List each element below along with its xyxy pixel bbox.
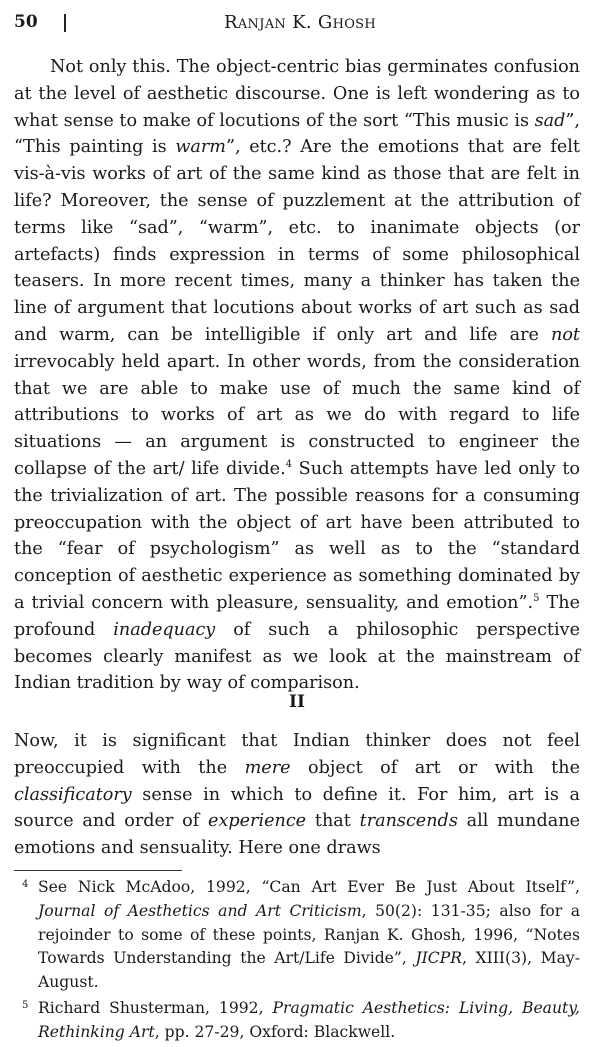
footnote-5 (14, 997, 580, 1045)
footnote-number: 4 (22, 879, 29, 890)
emphasis: not (551, 324, 580, 345)
body-paragraph-1 (14, 54, 580, 697)
text-run: of such a philosophic perspective becomes clearly manifest as we look at the mainstream of Indian tradition by way of comparison. (14, 619, 580, 694)
text-run: See Nick McAdoo, 1992, “Can Art Ever Be Just About Itself”, (38, 878, 580, 896)
text-run: , 50(2): 131-35; also for a rejoinder to some of these points, Ranjan K. Ghosh, 1996, “Notes Towards Understanding the Art/Life Divide”, (38, 901, 581, 968)
text-run: , XIII(3), May-August. (38, 949, 580, 992)
text-run: that (306, 811, 360, 832)
emphasis: Journal of Aesthetics and Art Criticism (38, 901, 362, 920)
footnote-reference-4: 4 (285, 459, 293, 471)
text-run: ”, “This painting is (14, 110, 580, 158)
text-run: object of art or with the (290, 757, 580, 778)
text-run: Richard Shusterman, 1992, (38, 998, 273, 1017)
text-run: sense in which to define it. For him, art is a source and order of (14, 784, 580, 832)
page-number: 50 (14, 12, 38, 32)
running-head (14, 12, 586, 40)
footnote-number: 5 (22, 999, 29, 1011)
text-run: Such attempts have led only to the trivialization of art. The possible reasons for a consuming preoccupation with the object of art have been attributed to the “fear of psychologism” as well as to the “standard conception of aesthetic experience as something dominated by a trivial concern with pleasure, sensuality, and emotion”. (14, 458, 580, 613)
text-run: , pp. 27-29, Oxford: Blackwell. (154, 1022, 396, 1041)
text-run: ”, etc.? Are the emotions that are felt vis-à-vis works of art of the same kind as those that are felt in life? Moreover, the sense of puzzlement at the attribution of terms like “sad”, “warm”, etc. to inanimate objects (or artefacts) finds expression in terms of some philosophical teasers. In more recent times, many a thinker has taken the line of argument that locutions about works of art such as sad and warm, can be intelligible if only art and life are (14, 137, 580, 345)
text-run: all mundane emotions and sensuality. Here one draws (14, 811, 580, 859)
emphasis: JICPR (415, 949, 462, 968)
emphasis: classificatory (14, 784, 132, 805)
section-heading: II (289, 692, 305, 712)
emphasis: Pragmatic Aesthetics: Living, Beauty, Rethinking Art (38, 998, 580, 1041)
footnote-reference-5: 5 (533, 593, 540, 605)
text-run: Now, it is significant that Indian thinker does not feel preoccupied with the (14, 731, 580, 778)
emphasis: inadequacy (113, 619, 216, 640)
emphasis: experience (208, 811, 307, 832)
running-head-author: Ranjan K. Ghosh (223, 12, 377, 33)
text-run: irrevocably held apart. In other words, from the consideration that we are able to make use of much the same kind of attributions to works of art as we do with regard to life situations — an argument is constructed to engineer the collapse of the art/ life divide. (14, 351, 580, 479)
emphasis: transcends (359, 811, 458, 832)
footnote-4 (14, 876, 580, 995)
emphasis: sad (534, 110, 566, 131)
emphasis: warm (175, 137, 226, 158)
footnote-divider (14, 870, 182, 871)
text-run: The profound (14, 592, 581, 640)
footnotes (14, 876, 580, 1047)
emphasis: mere (244, 757, 291, 778)
body-paragraph-2 (14, 728, 580, 862)
text-run: Not only this. The object-centric bias germinates confusion at the level of aesthetic discourse. One is left wondering as to what sense to make of locutions of the sort “This music is (14, 57, 580, 131)
